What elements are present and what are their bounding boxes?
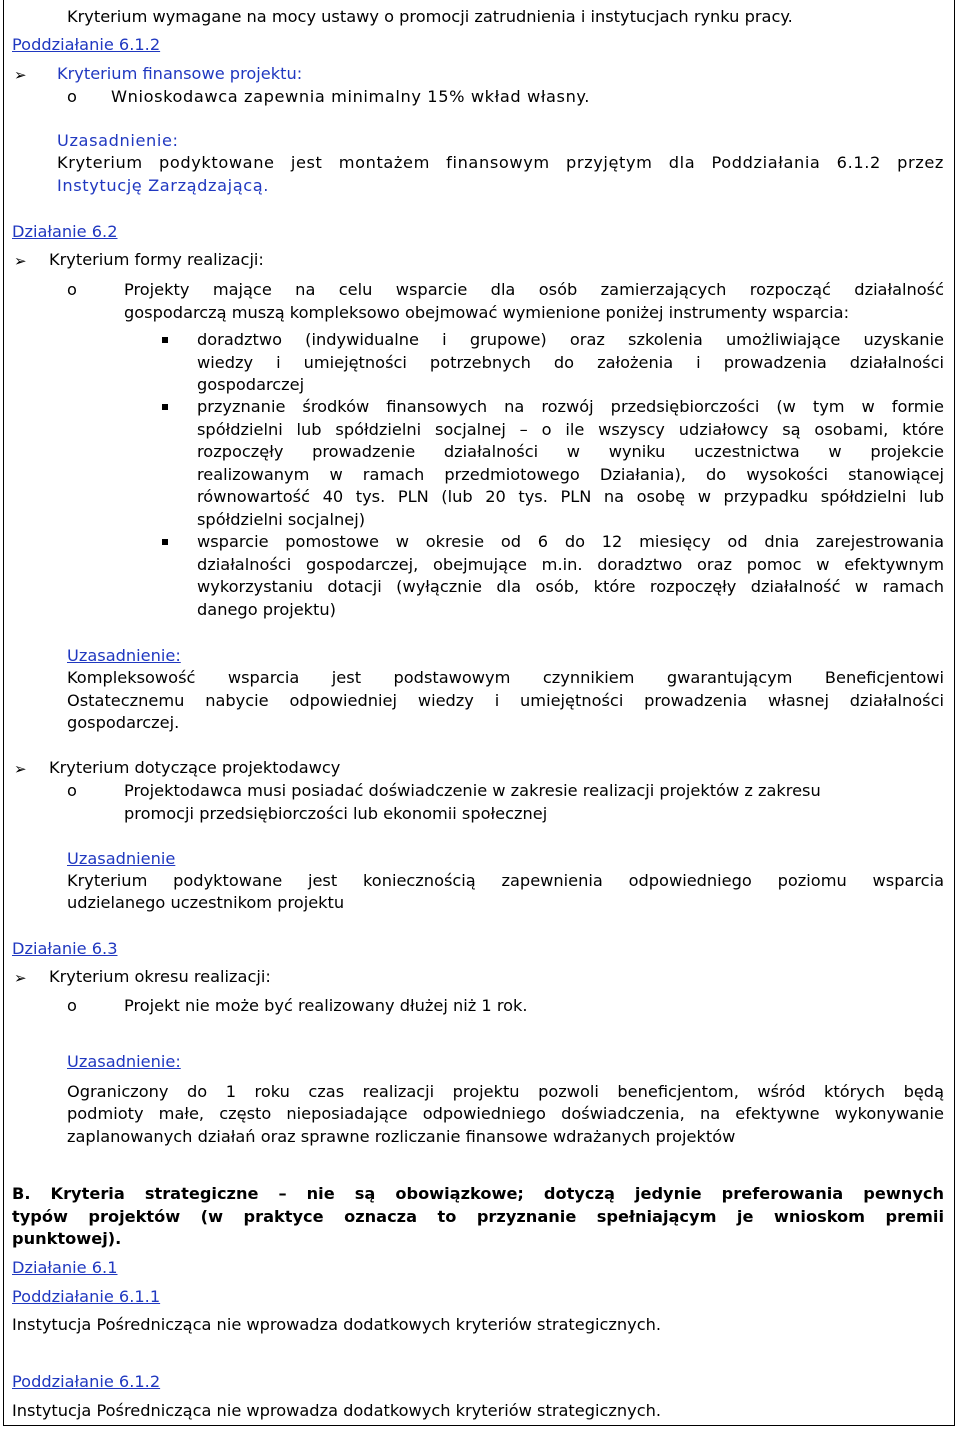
circle-bullet-icon: o (67, 280, 77, 299)
text-line: punktowej). (12, 1229, 122, 1248)
square-bullet-icon (162, 404, 168, 410)
justification-label: Uzasadnienie (67, 849, 176, 868)
text-line: gospodarczej (197, 375, 305, 394)
text-line: gospodarczą muszą kompleksowo obejmować wymienione poniżej instrumenty wsparcia: (124, 303, 850, 322)
criterion-title: Kryterium okresu realizacji: (49, 967, 271, 986)
criterion-title: Kryterium dotyczące projektodawcy (49, 758, 341, 777)
text-line: wiedzy i umiejętności potrzebnych do założenia i prowadzenia działalności (197, 353, 944, 372)
list-item: doradztwo (indywidualne i grupowe) oraz szkolenia umożliwiające uzyskanie (197, 330, 944, 349)
text-line: równowartość 40 tys. PLN (lub 20 tys. PLN na osobę w przypadku spółdzielni lub (197, 487, 944, 506)
section-heading-6-3: Działanie 6.3 (12, 939, 118, 958)
section-heading-6-1-2: Poddziałanie 6.1.2 (12, 35, 161, 54)
section-heading-6-2: Działanie 6.2 (12, 222, 118, 241)
text-line: Instytucja Pośrednicząca nie wprowadza dodatkowych kryteriów strategicznych. (12, 1315, 662, 1334)
text-line: Kompleksowość wsparcia jest podstawowym czynnikiem gwarantującym Beneficjentowi (67, 668, 944, 687)
circle-bullet-icon: o (67, 87, 77, 106)
justification-label: Uzasadnienie: (67, 1052, 181, 1071)
text-line: spółdzielni socjalnej) (197, 510, 366, 529)
text-line: Instytucję Zarządzającą. (57, 176, 270, 195)
justification-label: Uzasadnienie: (57, 131, 179, 150)
text-line: typów projektów (w praktyce oznacza to przyznanie spełniającym je wnioskom premii (12, 1207, 944, 1226)
text-line: spółdzielni lub spółdzielni socjalnej – o ile wszyscy udziałowcy są osobami, które (197, 420, 944, 439)
section-heading-6-1: Działanie 6.1 (12, 1258, 118, 1277)
text-line: danego projektu) (197, 600, 336, 619)
text-line: Kryterium wymagane na mocy ustawy o promocji zatrudnienia i instytucjach rynku pracy. (67, 7, 793, 26)
list-item: wsparcie pomostowe w okresie od 6 do 12 miesięcy od dnia zarejestrowania (197, 532, 944, 551)
text-line: Instytucja Pośrednicząca nie wprowadza dodatkowych kryteriów strategicznych. (12, 1401, 662, 1420)
text-line: wykorzystaniu dotacji (wyłącznie dla osób, które rozpoczęły działalność w ramach (197, 577, 944, 596)
text-line: zaplanowanych działań oraz sprawne rozliczanie finansowe wdrażanych projektów (67, 1127, 736, 1146)
text-line: promocji przedsiębiorczości lub ekonomii społecznej (124, 804, 548, 823)
text-line: Kryterium podyktowane jest montażem finansowym przyjętym dla Poddziałania 6.1.2 przez (57, 153, 944, 172)
arrow-bullet-icon: ➢ (14, 66, 27, 84)
text-line: działalności gospodarczej, obejmujące m.in. doradztwo oraz pomoc w efektywnym (197, 555, 944, 574)
square-bullet-icon (162, 539, 168, 545)
criterion-item: Projekty mające na celu wsparcie dla osób zamierzających rozpocząć działalność (124, 280, 944, 299)
arrow-bullet-icon: ➢ (14, 252, 27, 270)
arrow-bullet-icon: ➢ (14, 760, 27, 778)
text-line: gospodarczej. (67, 713, 180, 732)
section-heading-6-1-1: Poddziałanie 6.1.1 (12, 1287, 161, 1306)
criterion-title: Kryterium finansowe projektu: (57, 64, 303, 83)
text-line: Ostatecznemu nabycie odpowiedniej wiedzy i umiejętności prowadzenia własnej działalności (67, 691, 944, 710)
text-line: rozpoczęły prowadzenie działalności w wyniku uczestnictwa w projekcie (197, 442, 944, 461)
square-bullet-icon (162, 337, 168, 343)
justification-label: Uzasadnienie: (67, 646, 181, 665)
circle-bullet-icon: o (67, 996, 77, 1015)
text-line: udzielanego uczestnikom projektu (67, 893, 345, 912)
arrow-bullet-icon: ➢ (14, 969, 27, 987)
text-line: podmioty małe, często nieposiadające odpowiedniego doświadczenia, na efektywne wykonywanie (67, 1104, 944, 1123)
list-item: przyznanie środków finansowych na rozwój przedsiębiorczości (w tym w formie (197, 397, 944, 416)
text-line: Kryterium podyktowane jest koniecznością zapewnienia odpowiedniego poziomu wsparcia (67, 871, 944, 890)
circle-bullet-icon: o (67, 781, 77, 800)
criterion-item: Projektodawca musi posiadać doświadczenie w zakresie realizacji projektów z zakresu (124, 781, 821, 800)
criterion-title: Kryterium formy realizacji: (49, 250, 264, 269)
text-line: Ograniczony do 1 roku czas realizacji projektu pozwoli beneficjentom, wśród których będą (67, 1082, 944, 1101)
strategic-criteria-heading: B. Kryteria strategiczne – nie są obowiązkowe; dotyczą jedynie preferowania pewnych (12, 1184, 944, 1203)
section-heading-6-1-2: Poddziałanie 6.1.2 (12, 1372, 161, 1391)
criterion-item: Projekt nie może być realizowany dłużej niż 1 rok. (124, 996, 528, 1015)
criterion-item: Wnioskodawca zapewnia minimalny 15% wkład własny. (111, 87, 591, 106)
text-line: realizowanym w ramach przedmiotowego Działania), do wysokości stanowiącej (197, 465, 944, 484)
